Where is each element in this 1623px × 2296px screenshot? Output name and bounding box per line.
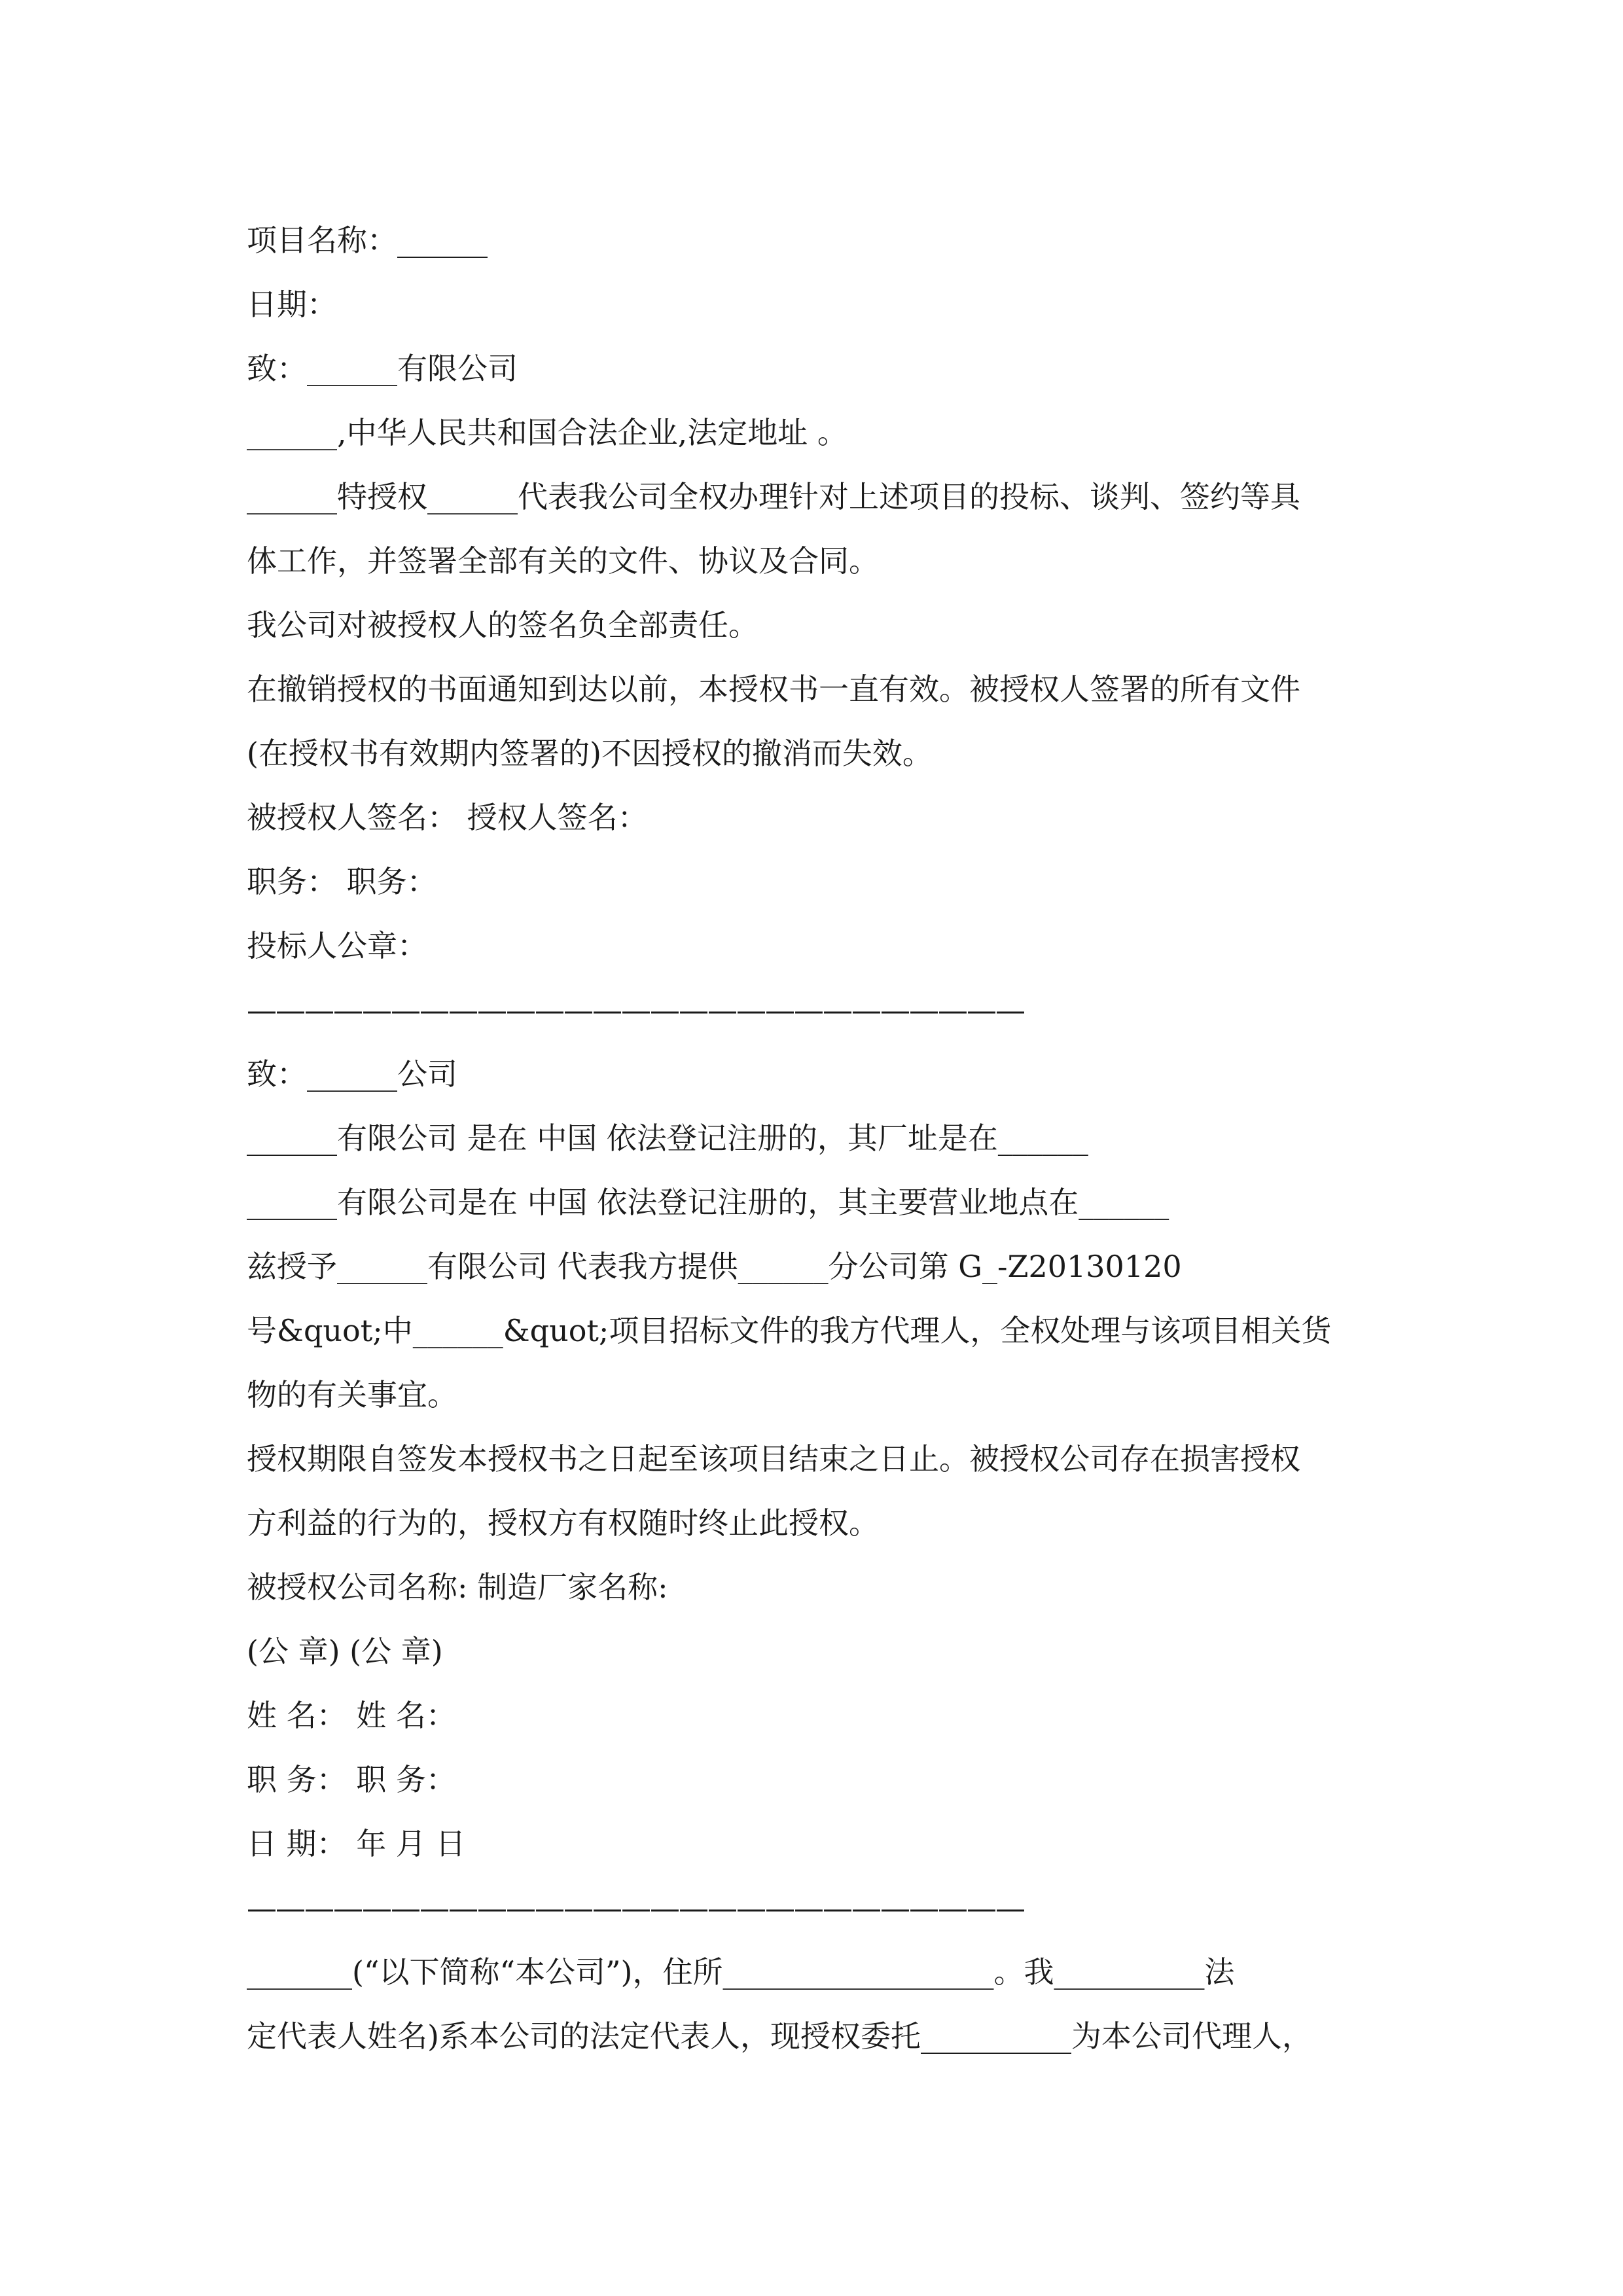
name-line: 姓 名： 姓 名： — [247, 1698, 456, 1733]
company-names-line: 被授权公司名称: 制造厂家名称: — [247, 1570, 668, 1605]
signature-line: 被授权人签名： 授权人签名： — [247, 800, 648, 835]
bidder-seal-line: 投标人公章： — [247, 928, 427, 963]
seal-line: (公 章) (公 章) — [247, 1634, 443, 1669]
validity-line: 在撤销授权的书面通知到达以前，本授权书一直有效。被授权人签署的所有文件 — [247, 672, 1300, 707]
validity-line-cont: (在授权书有效期内签署的)不因授权的撤消而失效。 — [247, 736, 933, 771]
registration-line: ______有限公司 是在 中国 依法登记注册的，其厂址是在______ — [247, 1121, 1088, 1156]
grant-line: 兹授予______有限公司 代表我方提供______分公司第 G_-Z20130120 — [247, 1249, 1182, 1284]
project-name-line: 项目名称：______ — [247, 223, 488, 258]
authorization-line: ______特授权______代表我公司全权办理针对上述项目的投标、谈判、签约等具 — [247, 479, 1300, 514]
document-body — [247, 208, 1399, 2068]
date-sign-line: 日 期： 年 月 日 — [247, 1826, 466, 1861]
company-address-line: ______,中华人民共和国合法企业,法定地址 。 — [247, 415, 847, 450]
title-line: 职 务： 职 务： — [247, 1762, 456, 1797]
principal-line-cont: 定代表人姓名)系本公司的法定代表人，现授权委托__________为本公司代理人， — [247, 2018, 1312, 2054]
date-line: 日期： — [247, 287, 337, 322]
responsibility-line: 我公司对被授权人的签名负全部责任。 — [247, 607, 758, 643]
position-line: 职务： 职务： — [247, 864, 437, 899]
grant-line-end: 物的有关事宜。 — [247, 1377, 457, 1412]
addressee-line: 致：______有限公司 — [247, 351, 518, 386]
registration-line-2: ______有限公司是在 中国 依法登记注册的，其主要营业地点在______ — [247, 1185, 1169, 1220]
addressee-line-2: 致：______公司 — [247, 1056, 457, 1092]
term-line: 授权期限自签发本授权书之日起至该项目结束之日止。被授权公司存在损害授权 — [247, 1441, 1300, 1477]
authorization-line-cont: 体工作，并签署全部有关的文件、协议及合同。 — [247, 543, 879, 579]
principal-line: _______(“以下简称“本公司”)，住所__________________。我__________法 — [247, 1954, 1235, 1990]
term-line-cont: 方利益的行为的，授权方有权随时终止此授权。 — [247, 1505, 879, 1541]
section-divider-2: ——————————————————————————— — [247, 1890, 1024, 1926]
grant-line-cont: 号&quot;中______&quot;项目招标文件的我方代理人，全权处理与该项目相关货 — [247, 1313, 1332, 1348]
section-divider: ——————————————————————————— — [247, 992, 1024, 1028]
